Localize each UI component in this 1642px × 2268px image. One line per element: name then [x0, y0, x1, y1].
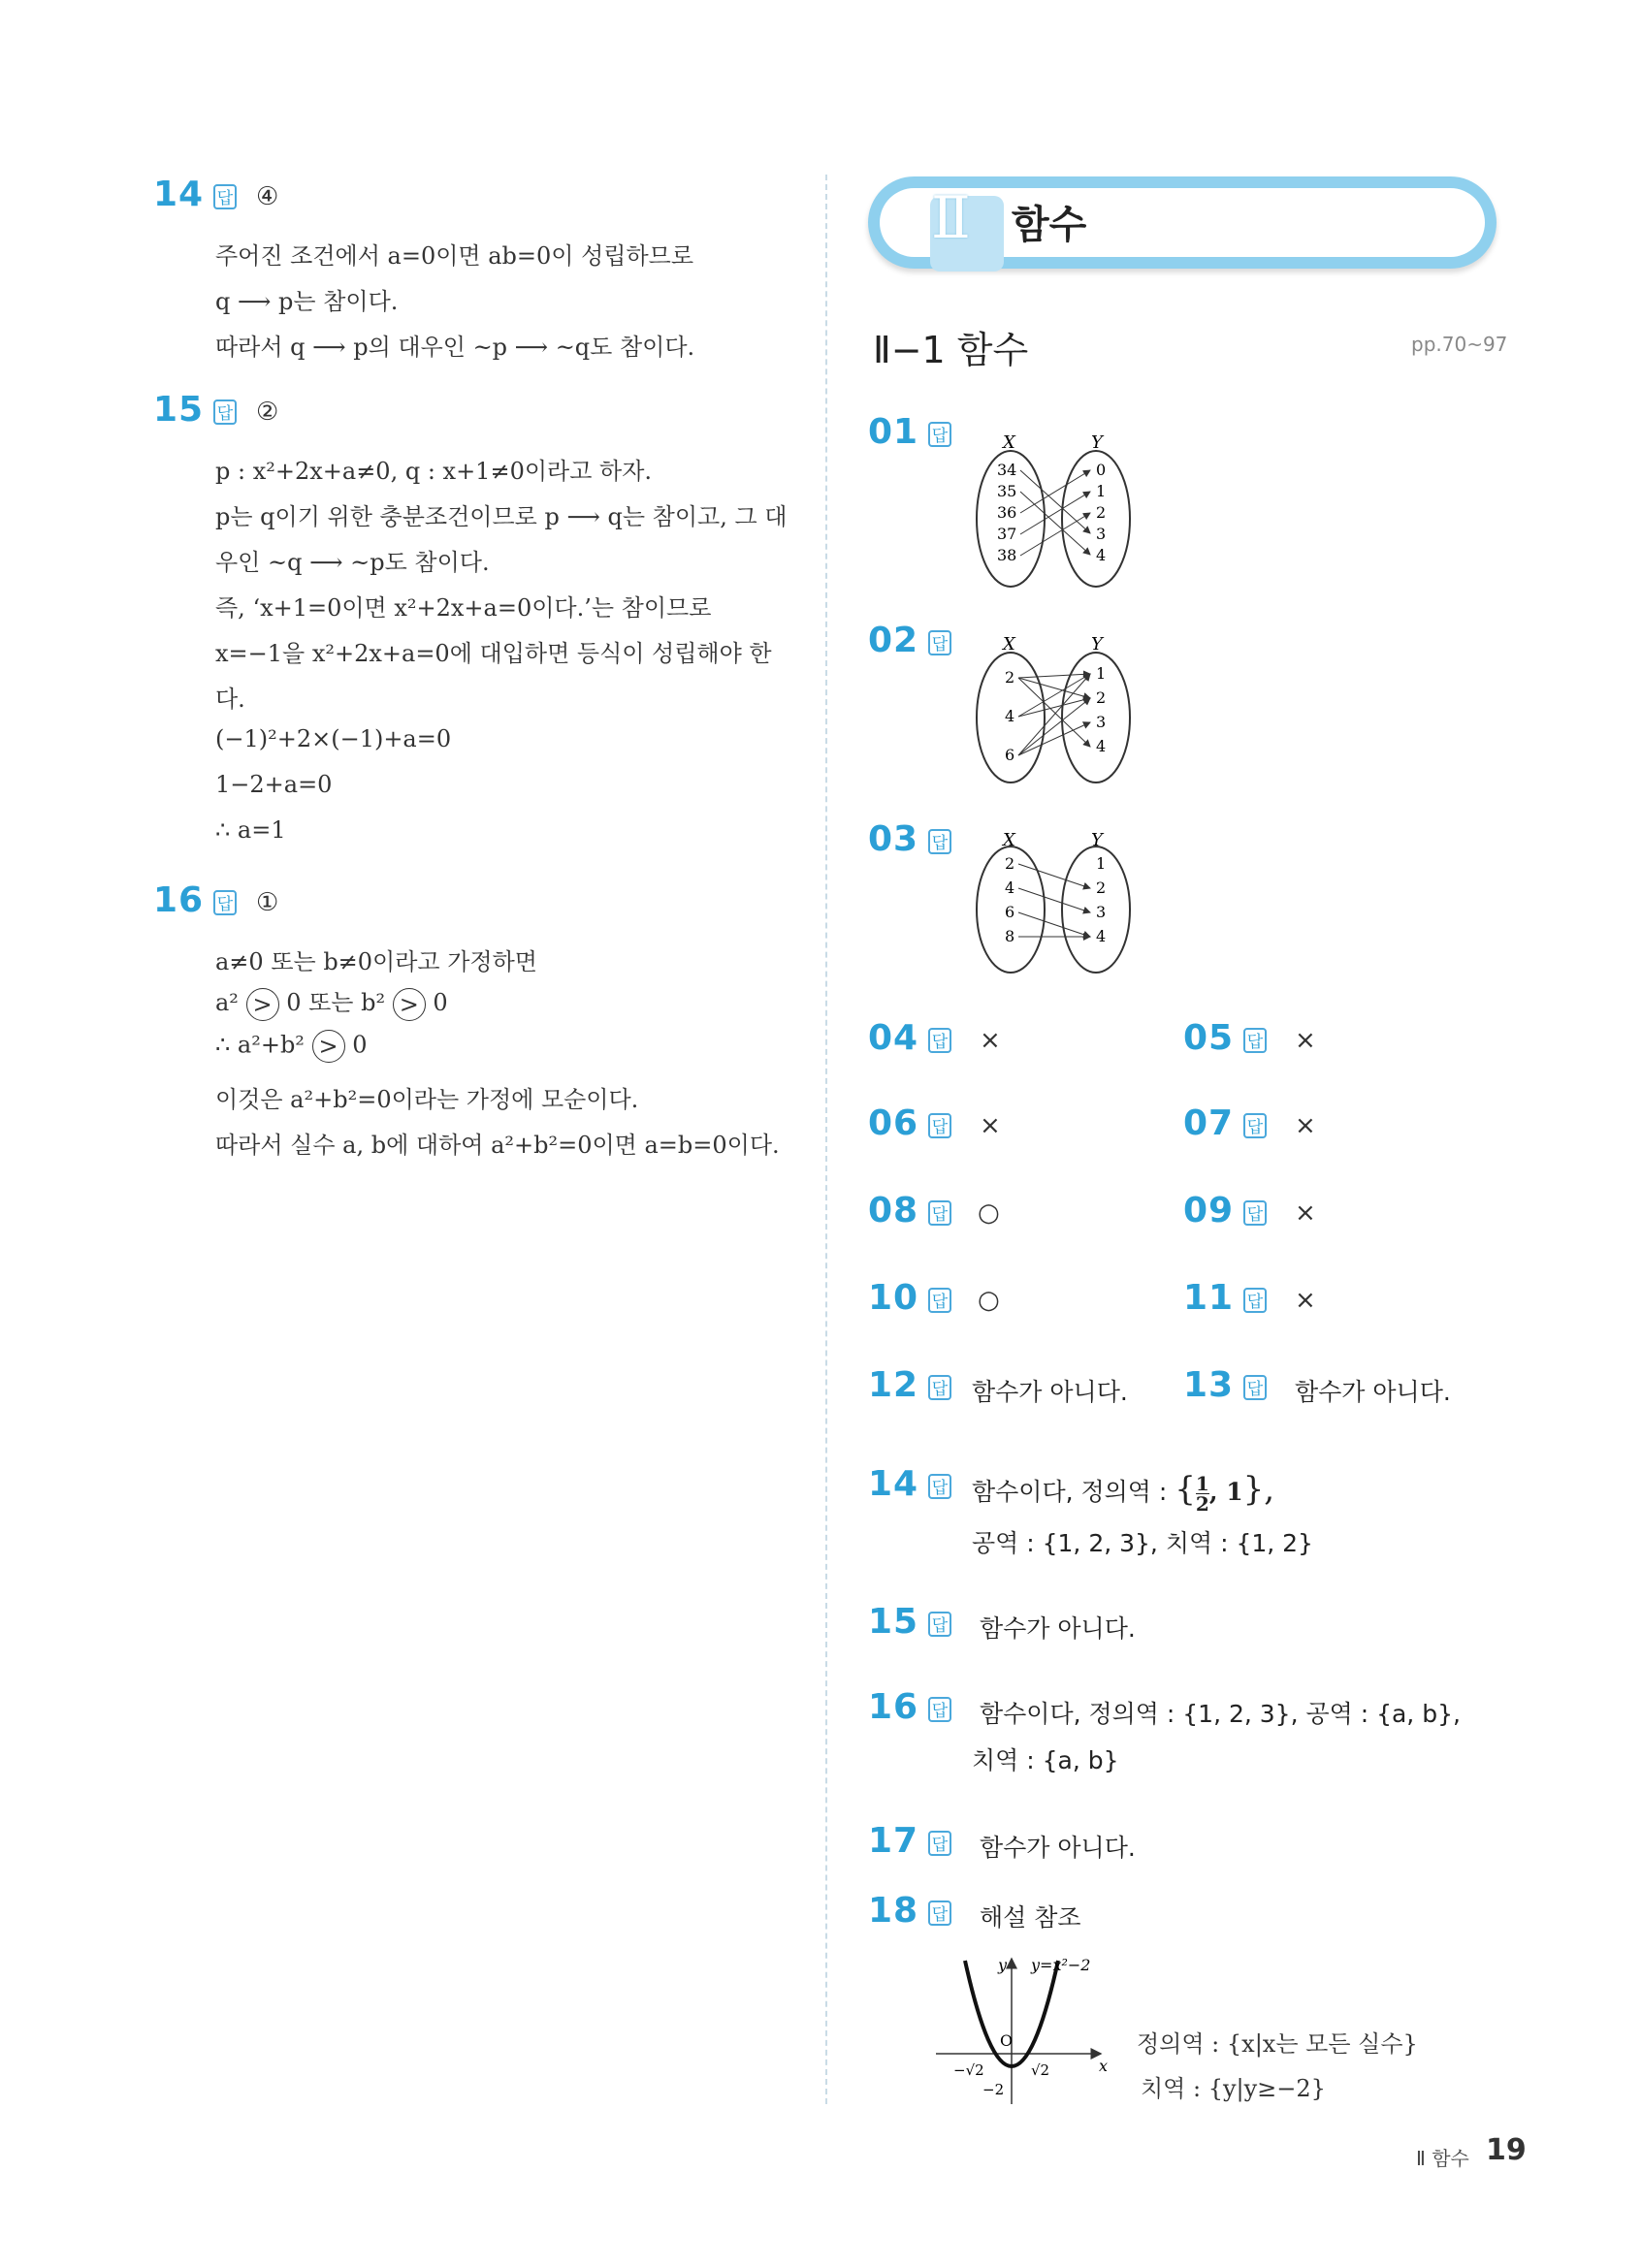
solution-line: p는 q이기 위한 충분조건이므로 p ⟶ q는 참이고, 그 대	[215, 503, 788, 530]
answer-value: ×	[1295, 1026, 1316, 1055]
answer-choice: ④	[256, 182, 279, 211]
answer-number: 10	[868, 1278, 919, 1318]
answer-badge: 답	[928, 1113, 951, 1138]
denominator: 2	[1195, 1491, 1209, 1516]
answer-badge: 답	[213, 184, 237, 209]
set-y-label: Y	[1091, 634, 1103, 655]
x-element: 35	[997, 482, 1017, 500]
answer-number: 14	[868, 1464, 919, 1504]
brace-close: },	[1242, 1470, 1275, 1509]
function-label: y=x²−2	[1031, 1956, 1091, 1974]
solution-line: a≠0 또는 b≠0이라고 가정하면	[215, 948, 537, 975]
answer-choice: ①	[256, 888, 279, 917]
answer-badge: 답	[1243, 1113, 1267, 1138]
answer-number: 18	[868, 1891, 919, 1931]
problem-number: 14	[153, 175, 205, 214]
solution-line: ∴ a=1	[215, 816, 286, 844]
answer-value: ×	[1295, 1198, 1316, 1228]
answer-number: 07	[1183, 1103, 1235, 1143]
domain-text: 정의역 : {x|x는 모든 실수}	[1137, 2030, 1418, 2058]
y-element: 3	[1096, 713, 1107, 731]
set-y-label: Y	[1091, 830, 1103, 850]
solution-line	[215, 983, 448, 1021]
problem-number: 15	[153, 390, 205, 430]
column-divider	[825, 175, 827, 2104]
answer-badge: 답	[213, 399, 237, 425]
y-element: 4	[1096, 737, 1107, 755]
answer-value: 함수이다, 정의역 : {1, 2, 3}, 공역 : {a, b},	[980, 1700, 1461, 1728]
chapter-title: 함수	[1012, 203, 1087, 247]
answer-value: 해설 참조	[980, 1903, 1081, 1932]
solution-line: q ⟶ p는 참이다.	[215, 288, 399, 315]
answer-number: 17	[868, 1821, 919, 1861]
answer-badge: 답	[928, 630, 951, 655]
arrow	[1020, 513, 1090, 556]
x-element: 34	[997, 461, 1017, 479]
answer-badge: 답	[928, 1288, 951, 1313]
x-element: 6	[1005, 903, 1015, 921]
y-element: 4	[1096, 546, 1107, 564]
blank-circle: >	[312, 1030, 345, 1063]
x-element: 6	[1005, 746, 1015, 764]
set-x-label: X	[1003, 830, 1015, 850]
answer-value: ×	[1295, 1111, 1316, 1140]
answer-value: 함수가 아니다.	[980, 1834, 1136, 1862]
solution-line: 따라서 q ⟶ p의 대우인 ~p ⟶ ~q도 참이다.	[215, 334, 695, 361]
x-element: 2	[1005, 854, 1015, 873]
parabola-graph	[926, 1949, 1120, 2109]
answer-number: 03	[868, 819, 919, 859]
y-element: 1	[1096, 664, 1107, 683]
answer-number: 04	[868, 1018, 919, 1058]
mapping-diagram-01	[960, 427, 1154, 591]
arrow	[1018, 698, 1090, 755]
answer-badge: 답	[928, 1200, 951, 1226]
y-element: 2	[1096, 878, 1107, 897]
y-element: 2	[1096, 503, 1107, 522]
answer-number: 06	[868, 1103, 919, 1143]
answer-value: ○	[978, 1286, 1000, 1315]
x-element: 38	[997, 546, 1017, 564]
neg-root-label: −√2	[953, 2061, 984, 2079]
arrow	[1018, 674, 1090, 678]
arrow	[1018, 698, 1090, 717]
answer-badge: 답	[213, 890, 237, 915]
y-element: 3	[1096, 903, 1107, 921]
answer-badge: 답	[928, 1901, 951, 1926]
answer-badge: 답	[1243, 1028, 1267, 1053]
y-element: 2	[1096, 688, 1107, 707]
section-title: Ⅱ−1 함수	[873, 329, 1029, 371]
answer-value: 치역 : {a, b}	[972, 1746, 1119, 1774]
answer-badge: 답	[928, 1612, 951, 1637]
arrow	[1018, 888, 1090, 912]
answer-text: 함수이다, 정의역 :	[972, 1478, 1168, 1506]
solution-line: 다.	[215, 686, 245, 713]
y-element: 1	[1096, 854, 1107, 873]
x-element: 8	[1005, 927, 1015, 945]
vertex-label: −2	[982, 2081, 1005, 2098]
solution-line: p : x²+2x+a≠0, q : x+1≠0이라고 하자.	[215, 458, 653, 485]
arrow	[1020, 470, 1090, 533]
expr: 0	[433, 989, 448, 1016]
answer-number: 02	[868, 621, 919, 660]
answer-number: 11	[1183, 1278, 1235, 1318]
y-element: 4	[1096, 927, 1107, 945]
brace-open: {	[1175, 1470, 1196, 1509]
answer-choice: ②	[256, 398, 279, 427]
arrow	[1018, 864, 1090, 888]
answer-number: 12	[868, 1365, 919, 1405]
solution-line: 주어진 조건에서 a=0이면 ab=0이 성립하므로	[215, 242, 694, 270]
page-number: 19	[1486, 2133, 1527, 2167]
range-text: 치역 : {y|y≥−2}	[1141, 2075, 1326, 2102]
arrow	[1018, 912, 1090, 937]
y-element: 0	[1096, 461, 1107, 479]
solution-line: x=−1을 x²+2x+a=0에 대입하면 등식이 성립해야 한	[215, 640, 772, 667]
footer-chapter: Ⅱ 함수	[1416, 2147, 1469, 2170]
answer-value: 공역 : {1, 2, 3}, 치역 : {1, 2}	[972, 1529, 1313, 1557]
set-x-label: X	[1003, 634, 1015, 655]
solution-line: 즉, ‘x+1=0이면 x²+2x+a=0이다.’는 참이므로	[215, 594, 712, 622]
arrow	[1020, 470, 1090, 513]
set-x-label: X	[1003, 432, 1015, 453]
mapping-diagram-02	[960, 628, 1154, 788]
answer-badge: 답	[928, 1697, 951, 1722]
x-axis-label: x	[1099, 2057, 1109, 2075]
chapter-numeral: Ⅱ	[931, 184, 971, 252]
answer-value: ×	[980, 1111, 1001, 1140]
answer-number: 08	[868, 1191, 919, 1230]
answer-value: 함수가 아니다.	[972, 1378, 1128, 1406]
answer-value: 함수가 아니다.	[980, 1614, 1136, 1643]
expr: a²	[215, 989, 239, 1016]
mapping-diagram-03	[960, 824, 1154, 979]
x-element: 4	[1005, 878, 1015, 897]
solution-line: 이것은 a²+b²=0이라는 가정에 모순이다.	[215, 1086, 639, 1113]
numerator: 1	[1195, 1471, 1209, 1495]
answer-value: 함수가 아니다.	[1295, 1378, 1451, 1406]
expr: 0 또는 b²	[286, 989, 386, 1016]
arrow	[1020, 492, 1090, 555]
solution-line: 우인 ~q ⟶ ~p도 참이다.	[215, 549, 490, 576]
problem-number: 16	[153, 880, 205, 920]
expr: ∴ a²+b²	[215, 1031, 305, 1059]
set-y-label: Y	[1091, 432, 1103, 453]
solution-line: (−1)²+2×(−1)+a=0	[215, 725, 452, 752]
origin-label: O	[1000, 2031, 1014, 2050]
section-pages: pp.70~97	[1411, 333, 1508, 356]
answer-badge: 답	[928, 1831, 951, 1856]
blank-circle: >	[393, 988, 426, 1021]
answer-badge: 답	[1243, 1375, 1267, 1400]
answer-badge: 답	[928, 1375, 951, 1400]
answer-number: 01	[868, 412, 919, 452]
answer-badge: 답	[928, 422, 951, 447]
x-element: 2	[1005, 668, 1015, 687]
x-element: 4	[1005, 707, 1015, 725]
answer-number: 15	[868, 1602, 919, 1642]
answer-number: 13	[1183, 1365, 1235, 1405]
solution-line: 따라서 실수 a, b에 대하여 a²+b²=0이면 a=b=0이다.	[215, 1132, 780, 1159]
pos-root-label: √2	[1031, 2061, 1050, 2079]
blank-circle: >	[246, 988, 279, 1021]
answer-value: ○	[978, 1198, 1000, 1228]
answer-number: 16	[868, 1687, 919, 1727]
answer-number: 09	[1183, 1191, 1235, 1230]
answer-text: , 1	[1208, 1478, 1243, 1506]
expr: 0	[352, 1031, 368, 1059]
arrow	[1020, 492, 1090, 534]
answer-badge: 답	[1243, 1200, 1267, 1226]
answer-number: 05	[1183, 1018, 1235, 1058]
y-element: 3	[1096, 525, 1107, 543]
answer-value: ×	[980, 1026, 1001, 1055]
answer-badge: 답	[928, 1028, 951, 1053]
answer-badge: 답	[928, 829, 951, 854]
fraction	[1195, 1471, 1209, 1516]
answer-badge: 답	[928, 1474, 951, 1499]
x-element: 36	[997, 503, 1017, 522]
solution-line: 1−2+a=0	[215, 771, 333, 798]
arrow	[1018, 674, 1090, 755]
answer-value: ×	[1295, 1286, 1316, 1315]
solution-line	[215, 1030, 367, 1063]
y-element: 1	[1096, 482, 1107, 500]
x-element: 37	[997, 525, 1017, 543]
answer-badge: 답	[1243, 1288, 1267, 1313]
answer-value	[972, 1470, 1274, 1514]
y-axis-label: y	[998, 1956, 1008, 1974]
